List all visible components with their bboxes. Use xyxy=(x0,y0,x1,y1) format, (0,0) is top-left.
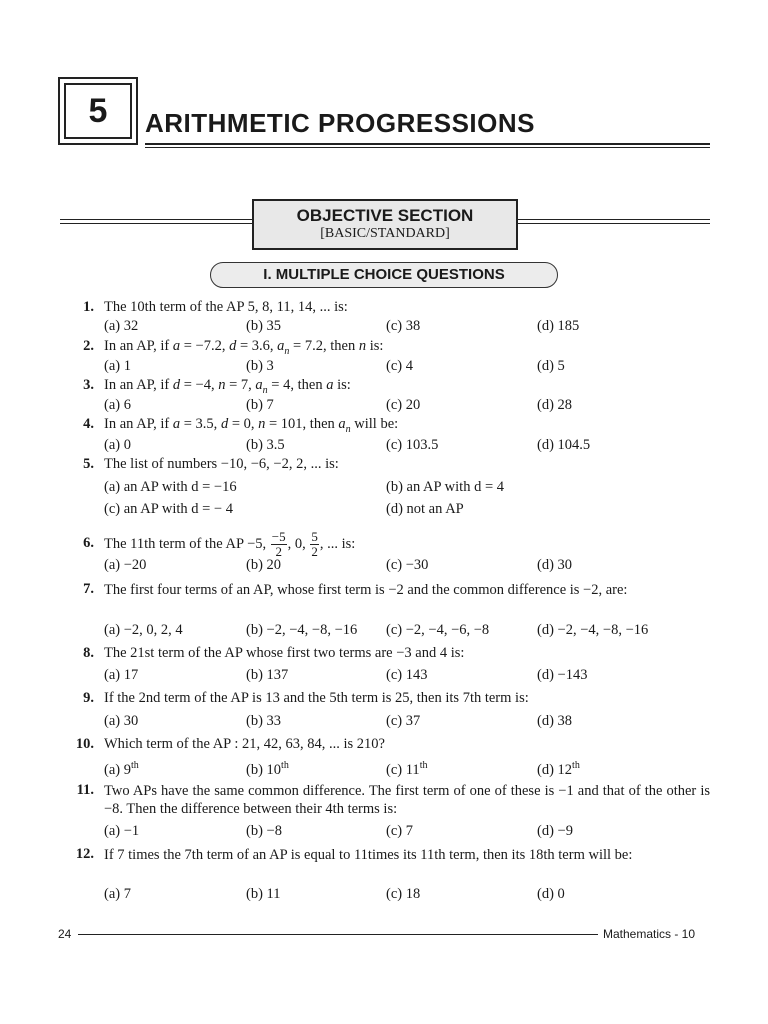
section-heading: I. MULTIPLE CHOICE QUESTIONS xyxy=(210,262,558,288)
question-text: The list of numbers −10, −6, −2, 2, ... is: xyxy=(104,456,339,472)
objective-subtitle: [BASIC/STANDARD] xyxy=(320,226,450,241)
option-c: (c) 38 xyxy=(386,318,421,334)
option-c: (c) 103.5 xyxy=(386,437,439,453)
chapter-title: ARITHMETIC PROGRESSIONS xyxy=(145,108,535,138)
option-c: (c) 37 xyxy=(386,713,421,729)
objective-rule-left-top xyxy=(60,219,252,220)
question-number: 4. xyxy=(83,416,94,432)
option-a: (a) 0 xyxy=(104,437,131,453)
option-a: (a) −1 xyxy=(104,823,140,839)
option-c: (c) 20 xyxy=(386,397,421,413)
option-d: (d) −143 xyxy=(537,667,588,683)
question-number: 7. xyxy=(83,581,94,597)
option-c: (c) 7 xyxy=(386,823,413,839)
chapter-number-box xyxy=(58,77,138,145)
question-number: 11. xyxy=(76,782,94,798)
option-b: (b) 7 xyxy=(246,397,274,413)
option-c: (c) 143 xyxy=(386,667,428,683)
option-c: (c) −30 xyxy=(386,557,429,573)
option-b: (b) −2, −4, −8, −16 xyxy=(246,622,358,638)
option-b: (b) −8 xyxy=(246,823,282,839)
question-number: 10. xyxy=(75,736,94,752)
question-text: The 21st term of the AP whose first two terms are −3 and 4 is: xyxy=(104,645,465,661)
question-text: Which term of the AP : 21, 42, 63, 84, ... is 210? xyxy=(104,736,385,752)
question-text: The 10th term of the AP 5, 8, 11, 14, ... is: xyxy=(104,299,348,315)
option-a: (a) an AP with d = −16 xyxy=(104,479,237,495)
question-text: In an AP, if a = −7.2, d = 3.6, $a_n = 7.2$, then n is: xyxy=(104,338,384,357)
fraction: $\frac{5}{2}$ xyxy=(311,529,318,560)
question-text: The 11th term of the AP −5, $\frac{-5}{2}$ , 0, $\frac{5}{2}$ , ... is: xyxy=(104,529,356,560)
option-b: (b) 33 xyxy=(246,713,282,729)
objective-title: OBJECTIVE SECTION xyxy=(296,206,474,225)
option-c: (c) 11th xyxy=(386,760,428,778)
question-number: 3. xyxy=(83,377,94,393)
option-a: (a) 7 xyxy=(104,886,131,902)
option-d: (d) not an AP xyxy=(386,501,464,517)
option-b: (b) 35 xyxy=(246,318,282,334)
objective-rule-right-bottom xyxy=(518,223,710,224)
question-text: The first four terms of an AP, whose first term is −2 and the common difference is −2, are: xyxy=(104,582,628,598)
option-d: (d) 12th xyxy=(537,760,580,778)
page-number: 24 xyxy=(58,927,72,941)
question-number: 5. xyxy=(83,456,94,472)
question-number: 8. xyxy=(83,645,94,661)
option-c: (c) −2, −4, −6, −8 xyxy=(386,622,490,638)
title-underline xyxy=(145,143,710,145)
option-a: (a) −2, 0, 2, 4 xyxy=(104,622,183,638)
option-d: (d) 5 xyxy=(537,358,565,374)
option-a: (a) 30 xyxy=(104,713,139,729)
option-d: (d) 28 xyxy=(537,397,573,413)
title-underline-thin xyxy=(145,147,710,148)
option-d: (d) −9 xyxy=(537,823,573,839)
option-d: (d) 185 xyxy=(537,318,580,334)
question-number: 6. xyxy=(83,535,94,551)
question-text: In an AP, if a = 3.5, d = 0, n = 101, then $a_n$ will be: xyxy=(104,416,399,435)
objective-rule-left-bottom xyxy=(60,223,252,224)
question-number: 12. xyxy=(75,846,94,862)
objective-section-box xyxy=(252,199,518,250)
option-b: (b) 3 xyxy=(246,358,274,374)
option-a: (a) 9th xyxy=(104,760,139,778)
option-d: (d) 104.5 xyxy=(537,437,591,453)
option-c: (c) an AP with d = − 4 xyxy=(104,501,233,517)
question-text: In an AP, if d = −4, n = 7, $a_n = 4$, then a is: xyxy=(104,377,351,396)
option-a: (a) 1 xyxy=(104,358,131,374)
option-d: (d) 0 xyxy=(537,886,565,902)
fraction: $\frac{-5}{2}$ xyxy=(271,529,286,560)
question-number: 1. xyxy=(83,299,94,315)
option-a: (a) 6 xyxy=(104,397,131,413)
question-number: 2. xyxy=(83,338,94,354)
question-text: Two APs have the same common difference. The first term of one of these is −1 and that of the other is −8. Then the difference between their 4th terms is: xyxy=(104,783,710,817)
option-a: (a) 17 xyxy=(104,667,139,683)
option-b: (b) 3.5 xyxy=(246,437,285,453)
option-a: (a) 32 xyxy=(104,318,139,334)
book-title: Mathematics - 10 xyxy=(603,927,696,941)
option-b: (b) 11 xyxy=(246,886,281,902)
option-d: (d) 30 xyxy=(537,557,573,573)
footer-rule xyxy=(78,934,598,935)
question-number: 9. xyxy=(83,690,94,706)
option-a: (a) −20 xyxy=(104,557,147,573)
option-b: (b) 137 xyxy=(246,667,289,683)
option-d: (d) 38 xyxy=(537,713,573,729)
option-b: (b) an AP with d = 4 xyxy=(386,479,504,495)
question-text: If 7 times the 7th term of an AP is equal to 11times its 11th term, then its 18th term will be: xyxy=(104,847,633,863)
chapter-number: 5 xyxy=(64,83,132,139)
option-b: (b) 10th xyxy=(246,760,289,778)
objective-rule-right-top xyxy=(518,219,710,220)
option-c: (c) 18 xyxy=(386,886,421,902)
option-b: (b) 20 xyxy=(246,557,282,573)
question-text: If the 2nd term of the AP is 13 and the 5th term is 25, then its 7th term is: xyxy=(104,690,529,706)
option-d: (d) −2, −4, −8, −16 xyxy=(537,622,649,638)
option-c: (c) 4 xyxy=(386,358,413,374)
